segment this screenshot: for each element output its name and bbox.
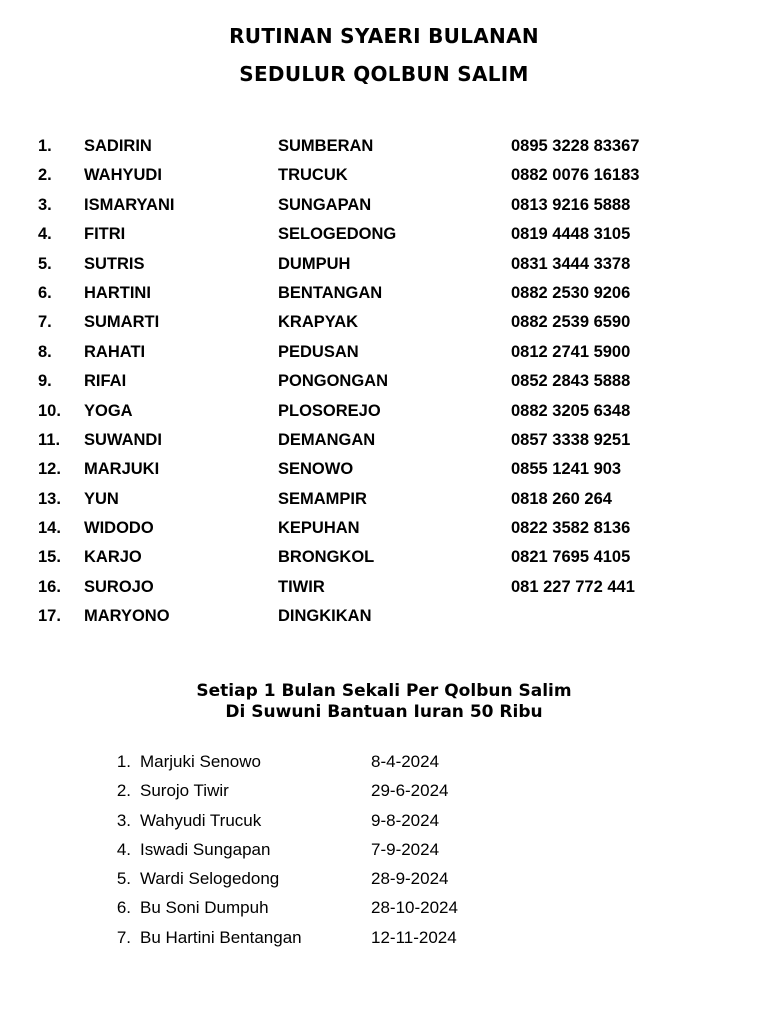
member-number: 11. (38, 430, 61, 449)
member-place: KRAPYAK (278, 313, 359, 332)
note-line-2: Di Suwuni Bantuan Iuran 50 Ribu (225, 702, 543, 722)
schedule-name: Bu Hartini Bentangan (140, 927, 302, 947)
member-row (0, 255, 768, 284)
member-number: 13. (38, 489, 61, 508)
member-place: PONGONGAN (278, 372, 389, 391)
member-number: 2. (38, 166, 52, 185)
schedule-name: Wardi Selogedong (140, 869, 280, 889)
member-name: SUROJO (84, 577, 154, 596)
document-subtitle: SEDULUR QOLBUN SALIM (239, 62, 529, 86)
member-number: 4. (38, 225, 52, 244)
member-number: 17. (38, 607, 61, 626)
schedule-name: Surojo Tiwir (140, 781, 229, 801)
schedule-list (0, 752, 768, 957)
member-phone: 0882 2530 9206 (511, 283, 631, 302)
member-list (0, 137, 768, 637)
schedule-date: 9-8-2024 (371, 810, 440, 830)
member-row (0, 284, 768, 313)
member-name: YOGA (84, 401, 133, 420)
member-number: 12. (38, 460, 61, 479)
member-place: SENOWO (278, 460, 354, 479)
member-name: MARJUKI (84, 460, 160, 479)
member-place: KEPUHAN (278, 519, 360, 538)
schedule-number: 7. (116, 927, 131, 947)
member-number: 5. (38, 254, 52, 273)
member-number: 15. (38, 548, 61, 567)
member-name: HARTINI (84, 283, 151, 302)
member-place: DEMANGAN (278, 430, 376, 449)
member-row (0, 402, 768, 431)
member-row (0, 372, 768, 401)
member-phone: 0882 3205 6348 (511, 401, 631, 420)
member-name: SUTRIS (84, 254, 145, 273)
member-name: WIDODO (84, 519, 154, 538)
schedule-row (0, 811, 768, 840)
member-place: BRONGKOL (278, 548, 375, 567)
member-name: FITRI (84, 225, 126, 244)
member-place: SUNGAPAN (278, 195, 372, 214)
member-number: 6. (38, 283, 52, 302)
member-row (0, 225, 768, 254)
member-place: PEDUSAN (278, 342, 359, 361)
schedule-number: 5. (116, 869, 131, 889)
schedule-date: 12-11-2024 (371, 927, 457, 947)
member-name: YUN (84, 489, 119, 508)
schedule-date: 28-9-2024 (371, 869, 449, 889)
schedule-row (0, 928, 768, 957)
member-row (0, 548, 768, 577)
schedule-name: Marjuki Senowo (140, 752, 261, 771)
member-number: 7. (38, 313, 52, 332)
member-name: RIFAI (84, 372, 127, 391)
member-name: ISMARYANI (84, 195, 175, 214)
schedule-date: 8-4-2024 (371, 752, 440, 771)
schedule-date: 7-9-2024 (371, 839, 440, 859)
member-name: SUMARTI (84, 313, 160, 332)
member-phone: 0813 9216 5888 (511, 195, 631, 214)
member-phone: 0895 3228 83367 (511, 137, 640, 155)
member-name: RAHATI (84, 342, 146, 361)
member-phone: 0857 3338 9251 (511, 430, 631, 449)
schedule-row (0, 898, 768, 927)
schedule-number: 3. (116, 810, 131, 830)
note-line-1: Setiap 1 Bulan Sekali Per Qolbun Salim (196, 681, 572, 701)
member-number: 14. (38, 519, 61, 538)
member-phone: 0818 260 264 (511, 489, 612, 508)
member-place: SUMBERAN (278, 137, 374, 155)
member-phone: 0822 3582 8136 (511, 519, 631, 538)
member-name: WAHYUDI (84, 166, 162, 185)
member-place: SEMAMPIR (278, 489, 367, 508)
member-phone: 0831 3444 3378 (511, 254, 631, 273)
member-phone: 081 227 772 441 (511, 577, 635, 596)
member-row (0, 460, 768, 489)
member-place: DINGKIKAN (278, 607, 372, 626)
member-row (0, 196, 768, 225)
schedule-row (0, 869, 768, 898)
member-place: PLOSOREJO (278, 401, 381, 420)
member-name: SADIRIN (84, 137, 152, 155)
member-number: 16. (38, 577, 61, 596)
schedule-name: Bu Soni Dumpuh (140, 898, 269, 918)
member-name: MARYONO (84, 607, 170, 626)
schedule-number: 1. (116, 752, 131, 771)
member-phone: 0855 1241 903 (511, 460, 622, 479)
schedule-name: Wahyudi Trucuk (140, 810, 262, 830)
schedule-number: 4. (116, 839, 131, 859)
member-place: BENTANGAN (278, 283, 383, 302)
member-name: KARJO (84, 548, 142, 567)
member-number: 10. (38, 401, 61, 420)
member-place: TRUCUK (278, 166, 348, 185)
member-row (0, 166, 768, 195)
member-name: SUWANDI (84, 430, 162, 449)
member-number: 1. (38, 137, 52, 155)
member-row (0, 343, 768, 372)
member-row (0, 313, 768, 342)
schedule-date: 29-6-2024 (371, 781, 449, 801)
schedule-row (0, 752, 768, 781)
schedule-date: 28-10-2024 (371, 898, 458, 918)
member-place: DUMPUH (278, 254, 351, 273)
member-place: SELOGEDONG (278, 225, 397, 244)
schedule-name: Iswadi Sungapan (140, 839, 271, 859)
member-number: 8. (38, 342, 52, 361)
member-row (0, 607, 768, 636)
member-row (0, 137, 768, 166)
member-phone: 0821 7695 4105 (511, 548, 631, 567)
document-title: RUTINAN SYAERI BULANAN (229, 24, 539, 48)
member-row (0, 490, 768, 519)
member-row (0, 578, 768, 607)
schedule-number: 6. (116, 898, 131, 918)
member-phone: 0812 2741 5900 (511, 342, 631, 361)
member-phone: 0882 2539 6590 (511, 313, 631, 332)
member-place: TIWIR (278, 577, 325, 596)
schedule-row (0, 781, 768, 810)
member-phone: 0852 2843 5888 (511, 372, 631, 391)
member-row (0, 431, 768, 460)
member-number: 3. (38, 195, 52, 214)
member-phone: 0819 4448 3105 (511, 225, 631, 244)
member-number: 9. (38, 372, 52, 391)
schedule-number: 2. (116, 781, 131, 801)
member-row (0, 519, 768, 548)
member-phone: 0882 0076 16183 (511, 166, 640, 185)
schedule-row (0, 840, 768, 869)
